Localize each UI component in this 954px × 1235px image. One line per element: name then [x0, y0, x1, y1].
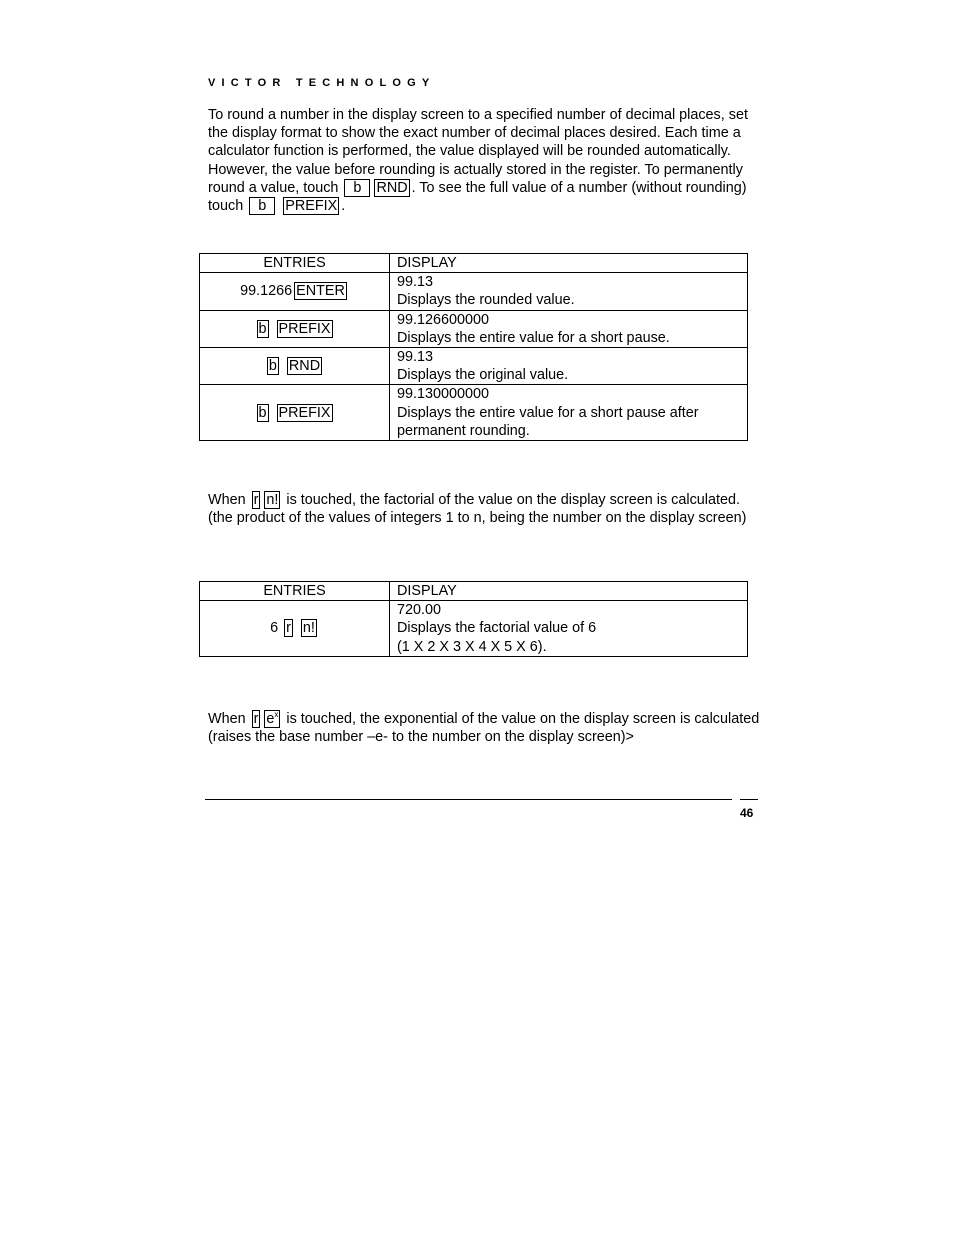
key-prefix: PREFIX: [278, 404, 331, 421]
display-description: Displays the original value.: [397, 367, 569, 384]
display-cell: [390, 385, 748, 441]
rounding-text-2: . To see the full value of a number (without rounding) touch: [208, 179, 747, 215]
factorial-text-1: When: [208, 492, 246, 508]
table-row: [200, 601, 748, 657]
column-header-display: DISPLAY: [390, 254, 748, 273]
page-header: VICTOR TECHNOLOGY: [208, 77, 436, 89]
key-exponential: [264, 710, 280, 728]
footer-rule: [205, 799, 732, 800]
factorial-example-table: [199, 581, 748, 657]
table-row: [200, 273, 748, 310]
column-header-display: DISPLAY: [390, 582, 748, 601]
table-header-row: [200, 582, 748, 601]
rounding-paragraph: [208, 106, 768, 215]
table-row: [200, 348, 748, 385]
key-b: b: [268, 358, 277, 375]
entry-cell: [200, 273, 390, 310]
key-b: b: [344, 179, 370, 197]
factorial-paragraph: [208, 491, 768, 527]
key-e-superscript: x: [274, 710, 279, 719]
key-b: b: [258, 404, 267, 421]
entry-number: 99.1266: [240, 283, 293, 300]
factorial-text-2: is touched, the factorial of the value on the display screen is calculated. (the product of the values of integers 1 to n, being the number on the display screen): [208, 492, 747, 527]
key-prefix: PREFIX: [285, 198, 338, 215]
display-description: Displays the rounded value.: [397, 292, 575, 309]
exponential-text-1: When: [208, 711, 246, 727]
exponential-paragraph: [208, 710, 768, 746]
exponential-text-2: is touched, the exponential of the value on the display screen is calculated (raises the base number –e- to the number on the display screen)>: [208, 711, 760, 746]
table-row: [200, 310, 748, 347]
table-row: [200, 385, 748, 441]
rounding-example-table: [199, 253, 748, 441]
key-b: b: [249, 197, 275, 215]
rounding-text-1: To round a number in the display screen to a specified number of decimal places, set the display format to show the exact number of decimal places desired. Each time a calculator function is performed, the value displayed will be rounded automatically. However, the value before rounding is actually stored in the register. To permanently round a value, touch: [208, 107, 748, 196]
key-b: b: [258, 320, 267, 337]
key-r: r: [253, 492, 259, 508]
key-rnd: RND: [288, 358, 321, 375]
key-r: r: [253, 711, 259, 727]
display-value: 99.130000000: [397, 386, 490, 403]
display-description: Displays the factorial value of 6: [397, 620, 597, 637]
column-header-entries: ENTRIES: [200, 582, 390, 601]
display-cell: [390, 601, 748, 657]
display-description: Displays the entire value for a short pause after permanent rounding.: [397, 404, 699, 439]
display-value: 99.126600000: [397, 311, 490, 328]
display-value: 720.00: [397, 602, 442, 619]
key-factorial: n!: [266, 492, 279, 508]
entry-cell: [200, 385, 390, 441]
key-rnd: RND: [376, 179, 408, 196]
entry-cell: [200, 310, 390, 347]
display-value: 99.13: [397, 349, 434, 366]
key-prefix: PREFIX: [278, 320, 331, 337]
table-header-row: [200, 254, 748, 273]
page-number: 46: [740, 806, 754, 820]
display-description: (1 X 2 X 3 X 4 X 5 X 6).: [397, 638, 547, 655]
key-enter: ENTER: [296, 283, 345, 300]
column-header-entries: ENTRIES: [200, 254, 390, 273]
display-cell: [390, 273, 748, 310]
key-factorial: n!: [302, 620, 315, 637]
display-cell: [390, 310, 748, 347]
display-value: 99.13: [397, 274, 434, 291]
entry-cell: [200, 348, 390, 385]
rounding-text-3: .: [341, 198, 346, 215]
footer-rule-short: [740, 799, 758, 800]
key-r: r: [286, 620, 291, 637]
entry-number: 6: [270, 620, 279, 637]
entry-cell: [200, 601, 390, 657]
display-description: Displays the entire value for a short pause.: [397, 329, 670, 346]
display-cell: [390, 348, 748, 385]
key-e-label: e: [266, 711, 275, 727]
